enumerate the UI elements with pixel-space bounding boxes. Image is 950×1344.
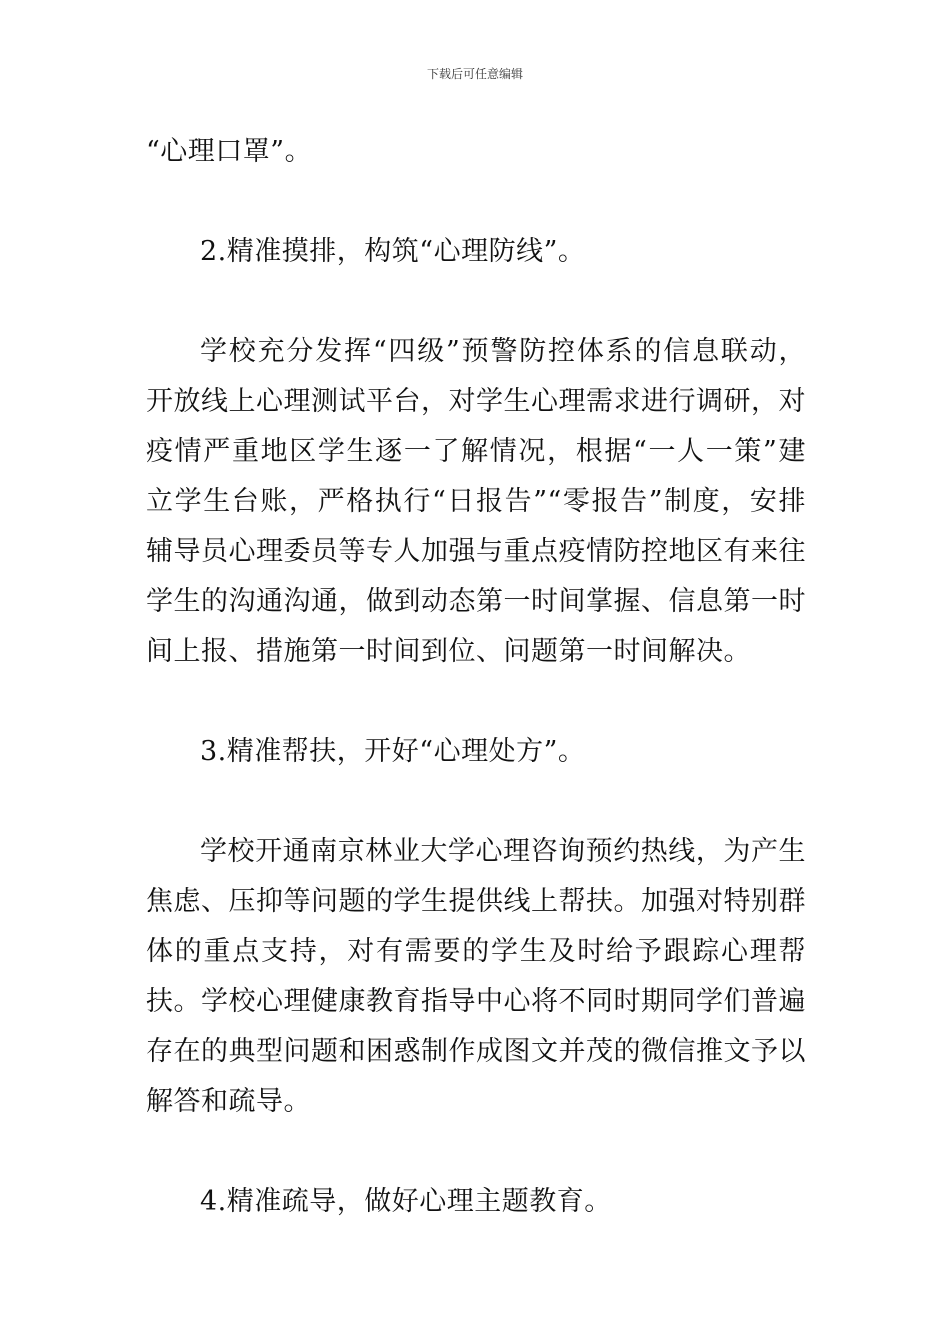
- section-heading-3: 3.精准帮扶，开好“心理处方”。: [200, 736, 586, 767]
- document-body: [146, 127, 806, 1227]
- paragraph-continuation: “心理口罩”。: [146, 136, 313, 167]
- section-heading-2: 2.精准摸排，构筑“心理防线”。: [200, 236, 586, 267]
- paragraph-body-2: 学校充分发挥“四级”预警防控体系的信息联动，开放线上心理测试平台，对学生心理需求进行调研，对疫情严重地区学生逐一了解情况，根据“一人一策”建立学生台账，严格执行“日报告”“零报告”制度，安排辅导员心理委员等专人加强与重点疫情防控地区有来往学生的沟通沟通，做到动态第一时间掌握、信息第一时间上报、措施第一时间到位、问题第一时间解决。: [146, 336, 806, 667]
- page-header-note: 下载后可任意编辑: [426, 67, 523, 81]
- paragraph-body-3: 学校开通南京林业大学心理咨询预约热线，为产生焦虑、压抑等问题的学生提供线上帮扶。加强对特别群体的重点支持，对有需要的学生及时给予跟踪心理帮扶。学校心理健康教育指导中心将不同时期同学们普遍存在的典型问题和困惑制作成图文并茂的微信推文予以解答和疏导。: [146, 836, 806, 1117]
- section-heading-4: 4.精准疏导，做好心理主题教育。: [200, 1186, 612, 1217]
